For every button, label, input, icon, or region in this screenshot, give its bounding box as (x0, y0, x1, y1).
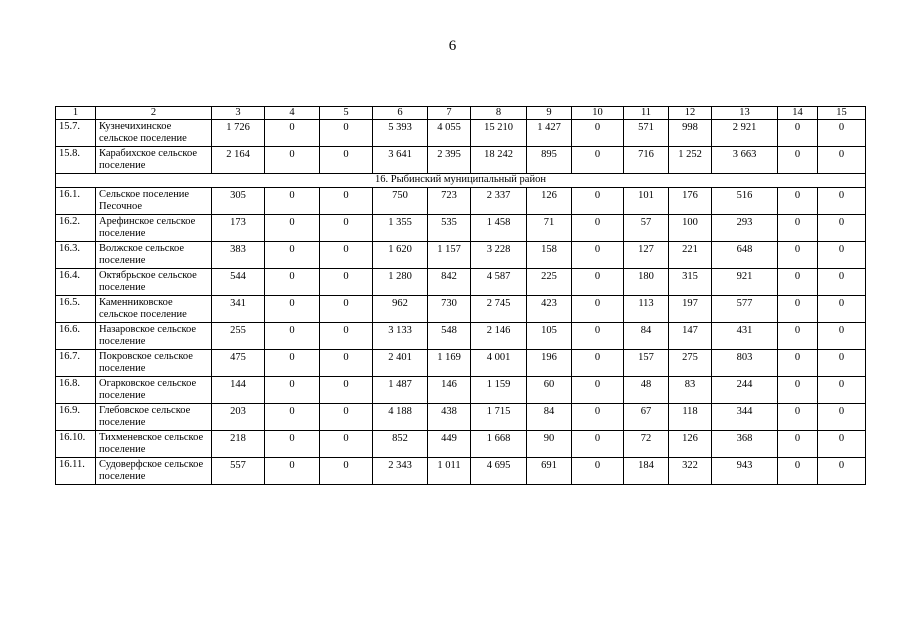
value-cell: 0 (778, 242, 818, 269)
value-cell: 0 (265, 296, 320, 323)
header-cell: 6 (373, 107, 428, 120)
value-cell: 2 337 (471, 188, 527, 215)
value-cell: 0 (572, 188, 624, 215)
settlement-name: Сельское поселение Песочное (96, 188, 212, 215)
value-cell: 2 146 (471, 323, 527, 350)
value-cell: 895 (527, 147, 572, 174)
value-cell: 315 (669, 269, 712, 296)
value-cell: 0 (778, 458, 818, 485)
value-cell: 126 (669, 431, 712, 458)
value-cell: 4 695 (471, 458, 527, 485)
value-cell: 438 (428, 404, 471, 431)
value-cell: 0 (818, 242, 866, 269)
value-cell: 0 (265, 215, 320, 242)
row-index: 16.5. (56, 296, 96, 323)
header-cell: 8 (471, 107, 527, 120)
value-cell: 5 393 (373, 120, 428, 147)
value-cell: 158 (527, 242, 572, 269)
value-cell: 0 (320, 296, 373, 323)
value-cell: 1 726 (212, 120, 265, 147)
value-cell: 113 (624, 296, 669, 323)
row-index: 16.9. (56, 404, 96, 431)
value-cell: 341 (212, 296, 265, 323)
value-cell: 118 (669, 404, 712, 431)
value-cell: 0 (778, 120, 818, 147)
row-index: 16.4. (56, 269, 96, 296)
value-cell: 0 (265, 323, 320, 350)
page-number: 6 (448, 38, 457, 54)
value-cell: 723 (428, 188, 471, 215)
value-cell: 15 210 (471, 120, 527, 147)
value-cell: 83 (669, 377, 712, 404)
value-cell: 431 (712, 323, 778, 350)
value-cell: 0 (778, 215, 818, 242)
value-cell: 0 (778, 377, 818, 404)
value-cell: 218 (212, 431, 265, 458)
value-cell: 1 620 (373, 242, 428, 269)
value-cell: 0 (818, 323, 866, 350)
value-cell: 60 (527, 377, 572, 404)
value-cell: 0 (818, 458, 866, 485)
settlement-name: Глебовское сельское поселение (96, 404, 212, 431)
value-cell: 0 (265, 120, 320, 147)
header-cell: 3 (212, 107, 265, 120)
value-cell: 921 (712, 269, 778, 296)
value-cell: 962 (373, 296, 428, 323)
row-index: 16.7. (56, 350, 96, 377)
value-cell: 0 (572, 458, 624, 485)
value-cell: 0 (818, 350, 866, 377)
settlement-name: Судоверфское сельское поселение (96, 458, 212, 485)
value-cell: 67 (624, 404, 669, 431)
value-cell: 0 (320, 377, 373, 404)
header-cell: 12 (669, 107, 712, 120)
row-index: 16.11. (56, 458, 96, 485)
header-cell: 13 (712, 107, 778, 120)
table-row (56, 269, 866, 296)
value-cell: 0 (265, 147, 320, 174)
row-index: 16.8. (56, 377, 96, 404)
value-cell: 449 (428, 431, 471, 458)
value-cell: 244 (712, 377, 778, 404)
value-cell: 0 (778, 431, 818, 458)
row-index: 15.8. (56, 147, 96, 174)
value-cell: 0 (818, 377, 866, 404)
value-cell: 3 228 (471, 242, 527, 269)
value-cell: 2 745 (471, 296, 527, 323)
row-index: 16.1. (56, 188, 96, 215)
value-cell: 716 (624, 147, 669, 174)
table-row (56, 458, 866, 485)
value-cell: 3 663 (712, 147, 778, 174)
value-cell: 0 (818, 188, 866, 215)
settlement-name: Кузнечихинское сельское поселение (96, 120, 212, 147)
table-row (56, 147, 866, 174)
value-cell: 184 (624, 458, 669, 485)
value-cell: 71 (527, 215, 572, 242)
header-cell: 10 (572, 107, 624, 120)
value-cell: 544 (212, 269, 265, 296)
value-cell: 1 252 (669, 147, 712, 174)
header-cell: 15 (818, 107, 866, 120)
value-cell: 516 (712, 188, 778, 215)
value-cell: 101 (624, 188, 669, 215)
settlement-name: Огарковское сельское поселение (96, 377, 212, 404)
value-cell: 577 (712, 296, 778, 323)
value-cell: 0 (265, 242, 320, 269)
value-cell: 0 (320, 431, 373, 458)
value-cell: 322 (669, 458, 712, 485)
value-cell: 203 (212, 404, 265, 431)
value-cell: 0 (320, 458, 373, 485)
value-cell: 691 (527, 458, 572, 485)
value-cell: 18 242 (471, 147, 527, 174)
value-cell: 1 427 (527, 120, 572, 147)
value-cell: 368 (712, 431, 778, 458)
value-cell: 0 (265, 458, 320, 485)
table-row (56, 242, 866, 269)
header-cell: 4 (265, 107, 320, 120)
value-cell: 1 280 (373, 269, 428, 296)
value-cell: 293 (712, 215, 778, 242)
value-cell: 176 (669, 188, 712, 215)
row-index: 16.3. (56, 242, 96, 269)
value-cell: 0 (818, 431, 866, 458)
value-cell: 1 668 (471, 431, 527, 458)
header-cell: 9 (527, 107, 572, 120)
value-cell: 0 (572, 269, 624, 296)
value-cell: 803 (712, 350, 778, 377)
value-cell: 225 (527, 269, 572, 296)
value-cell: 1 157 (428, 242, 471, 269)
value-cell: 144 (212, 377, 265, 404)
value-cell: 146 (428, 377, 471, 404)
value-cell: 1 159 (471, 377, 527, 404)
value-cell: 0 (572, 147, 624, 174)
value-cell: 0 (778, 350, 818, 377)
value-cell: 0 (265, 404, 320, 431)
header-cell: 7 (428, 107, 471, 120)
value-cell: 0 (320, 188, 373, 215)
settlement-name: Каменниковское сельское поселение (96, 296, 212, 323)
value-cell: 90 (527, 431, 572, 458)
value-cell: 126 (527, 188, 572, 215)
header-cell: 11 (624, 107, 669, 120)
value-cell: 2 395 (428, 147, 471, 174)
value-cell: 423 (527, 296, 572, 323)
value-cell: 0 (778, 269, 818, 296)
value-cell: 750 (373, 188, 428, 215)
table-row (56, 188, 866, 215)
header-cell: 5 (320, 107, 373, 120)
value-cell: 344 (712, 404, 778, 431)
value-cell: 0 (818, 215, 866, 242)
settlement-name: Покровское сельское поселение (96, 350, 212, 377)
table-row (56, 215, 866, 242)
settlement-name: Октябрьское сельское поселение (96, 269, 212, 296)
settlement-name: Волжское сельское поселение (96, 242, 212, 269)
value-cell: 0 (320, 350, 373, 377)
value-cell: 0 (320, 215, 373, 242)
header-row (56, 107, 866, 120)
value-cell: 57 (624, 215, 669, 242)
value-cell: 0 (320, 269, 373, 296)
value-cell: 2 921 (712, 120, 778, 147)
value-cell: 383 (212, 242, 265, 269)
value-cell: 557 (212, 458, 265, 485)
value-cell: 0 (265, 350, 320, 377)
value-cell: 852 (373, 431, 428, 458)
value-cell: 548 (428, 323, 471, 350)
value-cell: 2 164 (212, 147, 265, 174)
value-cell: 0 (265, 269, 320, 296)
value-cell: 4 188 (373, 404, 428, 431)
value-cell: 1 355 (373, 215, 428, 242)
value-cell: 0 (778, 188, 818, 215)
value-cell: 0 (572, 242, 624, 269)
value-cell: 943 (712, 458, 778, 485)
value-cell: 1 487 (373, 377, 428, 404)
value-cell: 0 (778, 147, 818, 174)
section-row (56, 174, 866, 188)
value-cell: 0 (778, 404, 818, 431)
table-row (56, 404, 866, 431)
value-cell: 197 (669, 296, 712, 323)
value-cell: 147 (669, 323, 712, 350)
value-cell: 0 (818, 404, 866, 431)
value-cell: 84 (624, 323, 669, 350)
value-cell: 0 (778, 323, 818, 350)
value-cell: 0 (572, 323, 624, 350)
value-cell: 475 (212, 350, 265, 377)
settlement-name: Карабихское сельское поселение (96, 147, 212, 174)
value-cell: 305 (212, 188, 265, 215)
value-cell: 0 (778, 296, 818, 323)
value-cell: 0 (818, 269, 866, 296)
value-cell: 535 (428, 215, 471, 242)
value-cell: 0 (572, 215, 624, 242)
table-row (56, 350, 866, 377)
value-cell: 0 (320, 323, 373, 350)
value-cell: 157 (624, 350, 669, 377)
value-cell: 48 (624, 377, 669, 404)
value-cell: 0 (572, 120, 624, 147)
header-cell: 1 (56, 107, 96, 120)
value-cell: 0 (572, 296, 624, 323)
table-row (56, 120, 866, 147)
value-cell: 100 (669, 215, 712, 242)
value-cell: 1 715 (471, 404, 527, 431)
value-cell: 0 (818, 120, 866, 147)
value-cell: 4 587 (471, 269, 527, 296)
value-cell: 84 (527, 404, 572, 431)
row-index: 16.2. (56, 215, 96, 242)
value-cell: 1 458 (471, 215, 527, 242)
value-cell: 0 (818, 296, 866, 323)
value-cell: 998 (669, 120, 712, 147)
settlement-name: Арефинское сельское поселение (96, 215, 212, 242)
value-cell: 0 (572, 350, 624, 377)
table-row (56, 296, 866, 323)
value-cell: 4 055 (428, 120, 471, 147)
value-cell: 730 (428, 296, 471, 323)
table-row (56, 377, 866, 404)
value-cell: 0 (572, 404, 624, 431)
value-cell: 2 401 (373, 350, 428, 377)
header-cell: 14 (778, 107, 818, 120)
row-index: 16.6. (56, 323, 96, 350)
value-cell: 275 (669, 350, 712, 377)
section-title: 16. Рыбинский муниципальный район (56, 174, 866, 188)
settlement-name: Назаровское сельское поселение (96, 323, 212, 350)
value-cell: 127 (624, 242, 669, 269)
value-cell: 173 (212, 215, 265, 242)
header-cell: 2 (96, 107, 212, 120)
value-cell: 0 (818, 147, 866, 174)
value-cell: 571 (624, 120, 669, 147)
data-table (55, 106, 866, 485)
value-cell: 72 (624, 431, 669, 458)
table-row (56, 323, 866, 350)
row-index: 15.7. (56, 120, 96, 147)
value-cell: 221 (669, 242, 712, 269)
settlement-name: Тихменевское сельское поселение (96, 431, 212, 458)
value-cell: 2 343 (373, 458, 428, 485)
value-cell: 196 (527, 350, 572, 377)
value-cell: 0 (320, 120, 373, 147)
value-cell: 0 (265, 377, 320, 404)
value-cell: 4 001 (471, 350, 527, 377)
value-cell: 0 (572, 377, 624, 404)
value-cell: 3 133 (373, 323, 428, 350)
value-cell: 0 (265, 188, 320, 215)
value-cell: 842 (428, 269, 471, 296)
value-cell: 0 (320, 242, 373, 269)
value-cell: 0 (320, 404, 373, 431)
value-cell: 105 (527, 323, 572, 350)
row-index: 16.10. (56, 431, 96, 458)
value-cell: 0 (572, 431, 624, 458)
value-cell: 0 (265, 431, 320, 458)
value-cell: 0 (320, 147, 373, 174)
value-cell: 255 (212, 323, 265, 350)
value-cell: 1 169 (428, 350, 471, 377)
value-cell: 648 (712, 242, 778, 269)
value-cell: 1 011 (428, 458, 471, 485)
table-row (56, 431, 866, 458)
value-cell: 3 641 (373, 147, 428, 174)
value-cell: 180 (624, 269, 669, 296)
